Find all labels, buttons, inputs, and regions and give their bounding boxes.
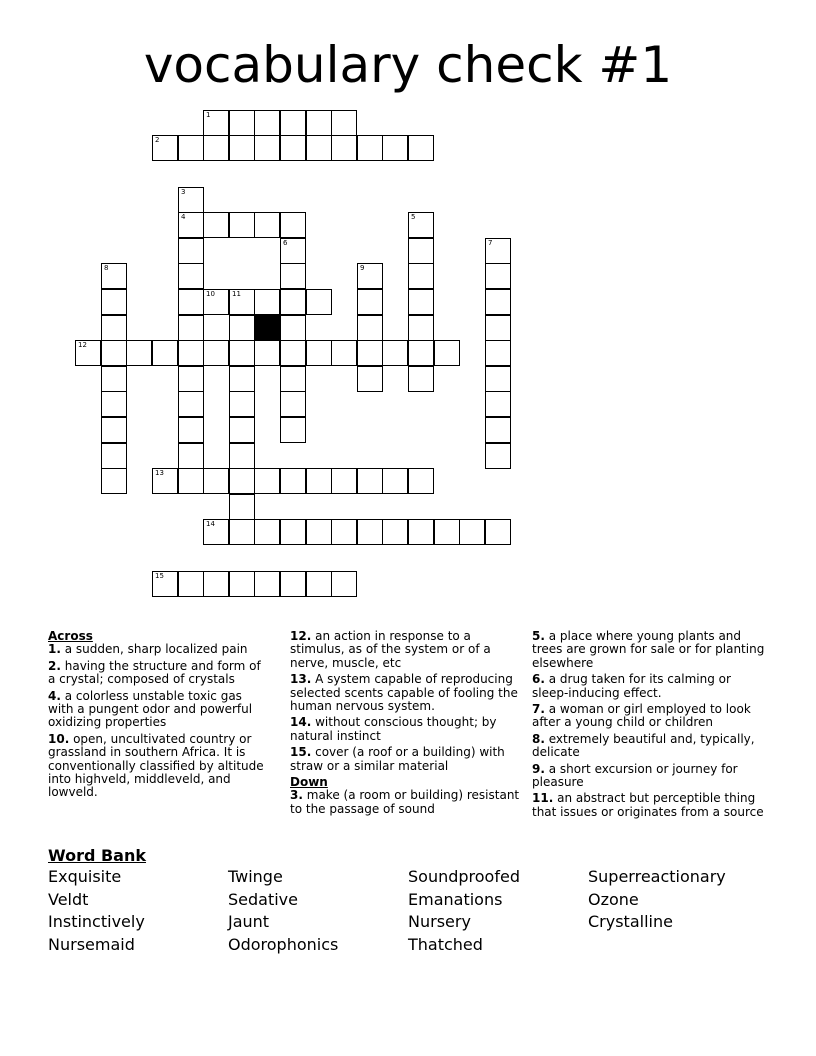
crossword-cell[interactable]	[229, 315, 255, 341]
word-bank-item: Soundproofed	[408, 867, 520, 886]
crossword-cell[interactable]	[331, 135, 357, 161]
crossword-cell[interactable]	[178, 238, 204, 264]
crossword-cell[interactable]	[178, 366, 204, 392]
clue	[532, 733, 768, 760]
clue-text: a woman or girl employed to look after a young child or children	[532, 702, 751, 730]
clue-text: A system capable of reproducing selected scents capable of fooling the human nervous system.	[290, 672, 518, 714]
crossword-cell[interactable]	[229, 571, 255, 597]
crossword-cell[interactable]	[280, 340, 306, 366]
crossword-cell[interactable]	[408, 212, 434, 238]
clue-text: having the structure and form of a crystal; composed of crystals	[48, 658, 261, 687]
clue	[532, 763, 768, 790]
crossword-cell[interactable]	[203, 110, 229, 136]
crossword-cell[interactable]	[382, 135, 408, 161]
crossword-cell[interactable]	[280, 212, 306, 238]
word-bank	[48, 846, 788, 956]
crossword-cell[interactable]	[280, 519, 306, 545]
crossword-cell[interactable]	[357, 366, 383, 392]
crossword-cell[interactable]	[485, 263, 511, 289]
word-bank-item: Crystalline	[588, 912, 673, 931]
crossword-cell[interactable]	[485, 366, 511, 392]
clue-number: 8.	[532, 731, 545, 746]
crossword-cell[interactable]	[434, 519, 460, 545]
word-bank-item: Odorophonics	[228, 934, 339, 954]
word-bank-item: Instinctively	[48, 912, 145, 931]
crossword-cell[interactable]	[152, 571, 178, 597]
crossword-cell[interactable]	[485, 238, 511, 264]
clues-column-1	[48, 630, 270, 803]
clue-text: a drug taken for its calming or sleep-inducing effect.	[532, 672, 731, 700]
crossword-cell[interactable]	[203, 519, 229, 545]
clue	[48, 643, 270, 656]
crossword-cell[interactable]	[306, 340, 332, 366]
crossword-cell[interactable]	[178, 135, 204, 161]
clue-number: 10.	[48, 731, 70, 746]
crossword-cell[interactable]	[152, 340, 178, 366]
crossword-cell[interactable]	[280, 468, 306, 494]
crossword-cell[interactable]	[280, 110, 306, 136]
crossword-cell[interactable]	[306, 135, 332, 161]
crossword-cell[interactable]	[101, 391, 127, 417]
crossword-cell[interactable]	[280, 391, 306, 417]
crossword-cell[interactable]	[254, 468, 280, 494]
crossword-cell[interactable]	[229, 443, 255, 469]
crossword-cell[interactable]	[306, 289, 332, 315]
crossword-cell[interactable]	[101, 263, 127, 289]
word-bank-item: Superreactionary	[588, 867, 726, 886]
crossword-cell[interactable]	[331, 519, 357, 545]
clues-column-3	[532, 630, 768, 822]
crossword-cell[interactable]	[229, 494, 255, 520]
crossword-cell[interactable]	[434, 340, 460, 366]
clue	[532, 630, 768, 670]
clue-number: 3.	[290, 788, 303, 803]
crossword-cell[interactable]	[254, 289, 280, 315]
crossword-cell[interactable]	[280, 263, 306, 289]
word-bank-item: Thatched	[408, 934, 483, 954]
clue-number: 13	[155, 469, 164, 477]
clue	[290, 746, 522, 773]
crossword-cell[interactable]	[280, 289, 306, 315]
crossword-cell[interactable]	[229, 110, 255, 136]
crossword-cell[interactable]	[229, 417, 255, 443]
clue-text: extremely beautiful and, typically, delicate	[532, 731, 755, 760]
clue	[290, 673, 522, 713]
crossword-cell[interactable]	[75, 340, 101, 366]
crossword-cell[interactable]	[382, 519, 408, 545]
word-bank-item: Jaunt	[228, 912, 270, 931]
clue-number: 9	[360, 264, 365, 272]
clue-text: a colorless unstable toxic gas with a pungent odor and powerful oxidizing properties	[48, 688, 253, 730]
clue-text: make (a room or building) resistant to the passage of sound	[290, 788, 520, 816]
crossword-cell[interactable]	[101, 315, 127, 341]
crossword-cell[interactable]	[331, 571, 357, 597]
clue-number: 2.	[48, 658, 61, 673]
crossword-cell[interactable]	[178, 417, 204, 443]
crossword-cell[interactable]	[203, 468, 229, 494]
crossword-cell[interactable]	[408, 238, 434, 264]
crossword-cell[interactable]	[382, 340, 408, 366]
crossword-cell[interactable]	[306, 519, 332, 545]
crossword-cell[interactable]	[101, 366, 127, 392]
clue-number: 14.	[290, 715, 312, 730]
clue-number: 9.	[532, 761, 545, 776]
down-heading: Down	[290, 775, 328, 790]
crossword-cell[interactable]	[203, 135, 229, 161]
crossword-cell[interactable]	[254, 135, 280, 161]
clue-number: 3	[181, 188, 186, 196]
clue-number: 13.	[290, 672, 312, 687]
word-bank-item: Veldt	[48, 889, 89, 909]
clue-text: a short excursion or journey for pleasure	[532, 761, 738, 790]
word-bank-item: Twinge	[228, 867, 283, 886]
word-bank-item: Sedative	[228, 889, 298, 909]
crossword-cell[interactable]	[382, 468, 408, 494]
clue-number: 5.	[532, 629, 545, 643]
crossword-cell[interactable]	[178, 443, 204, 469]
crossword-cell[interactable]	[229, 289, 255, 315]
crossword-cell[interactable]	[357, 340, 383, 366]
crossword-cell[interactable]	[280, 135, 306, 161]
clue-text: without conscious thought; by natural instinct	[290, 715, 497, 743]
word-bank-item: Exquisite	[48, 867, 122, 886]
word-bank-item: Emanations	[408, 889, 503, 909]
crossword-cell[interactable]	[229, 212, 255, 238]
crossword-cell[interactable]	[357, 519, 383, 545]
crossword-cell[interactable]	[357, 263, 383, 289]
crossword-cell[interactable]	[203, 340, 229, 366]
crossword-cell[interactable]	[203, 289, 229, 315]
crossword-cell[interactable]	[280, 417, 306, 443]
clue-number: 7.	[532, 702, 545, 717]
crossword-cell[interactable]	[280, 315, 306, 341]
crossword-cell[interactable]	[357, 289, 383, 315]
crossword-cell[interactable]	[203, 212, 229, 238]
clue-number: 10	[206, 290, 215, 298]
crossword-cell[interactable]	[408, 263, 434, 289]
crossword-cell[interactable]	[408, 468, 434, 494]
crossword-cell[interactable]	[357, 135, 383, 161]
clue-number: 15	[155, 572, 164, 580]
clue-number: 12	[78, 341, 87, 349]
crossword-cell[interactable]	[101, 417, 127, 443]
crossword-cell[interactable]	[331, 468, 357, 494]
word-bank-heading: Word Bank	[48, 846, 147, 865]
crossword-cell[interactable]	[254, 340, 280, 366]
crossword-cell[interactable]	[485, 340, 511, 366]
clue-number: 11.	[532, 791, 554, 806]
clue	[532, 673, 768, 700]
crossword-cell[interactable]	[331, 340, 357, 366]
clue-number: 12.	[290, 629, 312, 643]
crossword-cell[interactable]	[178, 263, 204, 289]
clue	[48, 660, 270, 687]
crossword-cell[interactable]	[306, 468, 332, 494]
crossword-cell[interactable]	[229, 519, 255, 545]
clue-text: open, uncultivated country or grassland in southern Africa. It is conventionally classified by altitude into highveld, middleveld, and lowveld.	[48, 731, 264, 800]
clue-number: 1	[206, 111, 211, 119]
crossword-cell[interactable]	[178, 212, 204, 238]
crossword-cell[interactable]	[485, 519, 511, 545]
crossword-cell[interactable]	[485, 391, 511, 417]
clue-number: 6.	[532, 672, 545, 687]
clue-number: 7	[488, 239, 493, 247]
crossword-cell[interactable]	[485, 289, 511, 315]
across-heading: Across	[48, 629, 93, 643]
crossword-cell[interactable]	[485, 315, 511, 341]
crossword-cell[interactable]	[229, 391, 255, 417]
crossword-cell[interactable]	[178, 340, 204, 366]
clue-text: cover (a roof or a building) with straw or a similar material	[290, 745, 505, 773]
clue-text: an action in response to a stimulus, as of the system or of a nerve, muscle, etc	[290, 629, 491, 670]
crossword-cell[interactable]	[306, 110, 332, 136]
crossword-cell[interactable]	[152, 468, 178, 494]
word-bank-item: Ozone	[588, 889, 639, 909]
crossword-cell[interactable]	[408, 340, 434, 366]
black-cell	[254, 315, 280, 341]
crossword-cell[interactable]	[101, 340, 127, 366]
clue	[532, 792, 768, 819]
crossword-cell[interactable]	[306, 571, 332, 597]
crossword-cell[interactable]	[152, 135, 178, 161]
clue-number: 1.	[48, 642, 61, 657]
crossword-cell[interactable]	[280, 571, 306, 597]
crossword-cell[interactable]	[178, 571, 204, 597]
crossword-cell[interactable]	[126, 340, 152, 366]
crossword-cell[interactable]	[178, 289, 204, 315]
clue	[290, 716, 522, 743]
word-bank-item: Nursery	[408, 912, 471, 931]
clue	[290, 789, 522, 816]
clue-number: 6	[283, 239, 288, 247]
crossword-cell[interactable]	[280, 238, 306, 264]
clue-number: 2	[155, 136, 160, 144]
crossword-cell[interactable]	[254, 571, 280, 597]
clue-number: 11	[232, 290, 241, 298]
crossword-cell[interactable]	[254, 519, 280, 545]
word-bank-item: Nursemaid	[48, 934, 135, 954]
crossword-cell[interactable]	[101, 468, 127, 494]
clue	[48, 733, 270, 800]
crossword-cell[interactable]	[178, 187, 204, 213]
crossword-cell[interactable]	[178, 315, 204, 341]
crossword-cell[interactable]	[178, 468, 204, 494]
clue-text: an abstract but perceptible thing that issues or originates from a source	[532, 791, 764, 819]
crossword-cell[interactable]	[485, 443, 511, 469]
crossword-cell[interactable]	[459, 519, 485, 545]
clue	[290, 630, 522, 670]
crossword-cell[interactable]	[254, 212, 280, 238]
crossword-cell[interactable]	[408, 289, 434, 315]
page-title: vocabulary check #1	[143, 36, 673, 94]
clue-text: a place where young plants and trees are grown for sale or for planting elsewhere	[532, 629, 765, 670]
crossword-cell[interactable]	[357, 468, 383, 494]
crossword-cell[interactable]	[229, 366, 255, 392]
clue-number: 4.	[48, 688, 61, 703]
crossword-cell[interactable]	[408, 315, 434, 341]
clue-number: 5	[411, 213, 416, 221]
word-bank-list	[48, 866, 788, 956]
crossword-cell[interactable]	[178, 391, 204, 417]
clue-number: 14	[206, 520, 215, 528]
clue	[48, 690, 270, 730]
crossword-cell[interactable]	[408, 366, 434, 392]
crossword-cell[interactable]	[408, 135, 434, 161]
crossword-cell[interactable]	[357, 315, 383, 341]
crossword-cell[interactable]	[485, 417, 511, 443]
crossword-cell[interactable]	[229, 135, 255, 161]
crossword-cell[interactable]	[229, 468, 255, 494]
clue	[532, 703, 768, 730]
crossword-cell[interactable]	[101, 443, 127, 469]
crossword-cell[interactable]	[331, 110, 357, 136]
clue-text: a sudden, sharp localized pain	[64, 642, 248, 657]
crossword-cell[interactable]	[203, 571, 229, 597]
crossword-cell[interactable]	[254, 110, 280, 136]
clues-column-2	[290, 630, 522, 819]
clue-number: 15.	[290, 745, 312, 760]
crossword-cell[interactable]	[408, 519, 434, 545]
crossword-cell[interactable]	[101, 289, 127, 315]
clue-number: 8	[104, 264, 109, 272]
crossword-cell[interactable]	[280, 366, 306, 392]
clue-number: 4	[181, 213, 186, 221]
crossword-cell[interactable]	[229, 340, 255, 366]
